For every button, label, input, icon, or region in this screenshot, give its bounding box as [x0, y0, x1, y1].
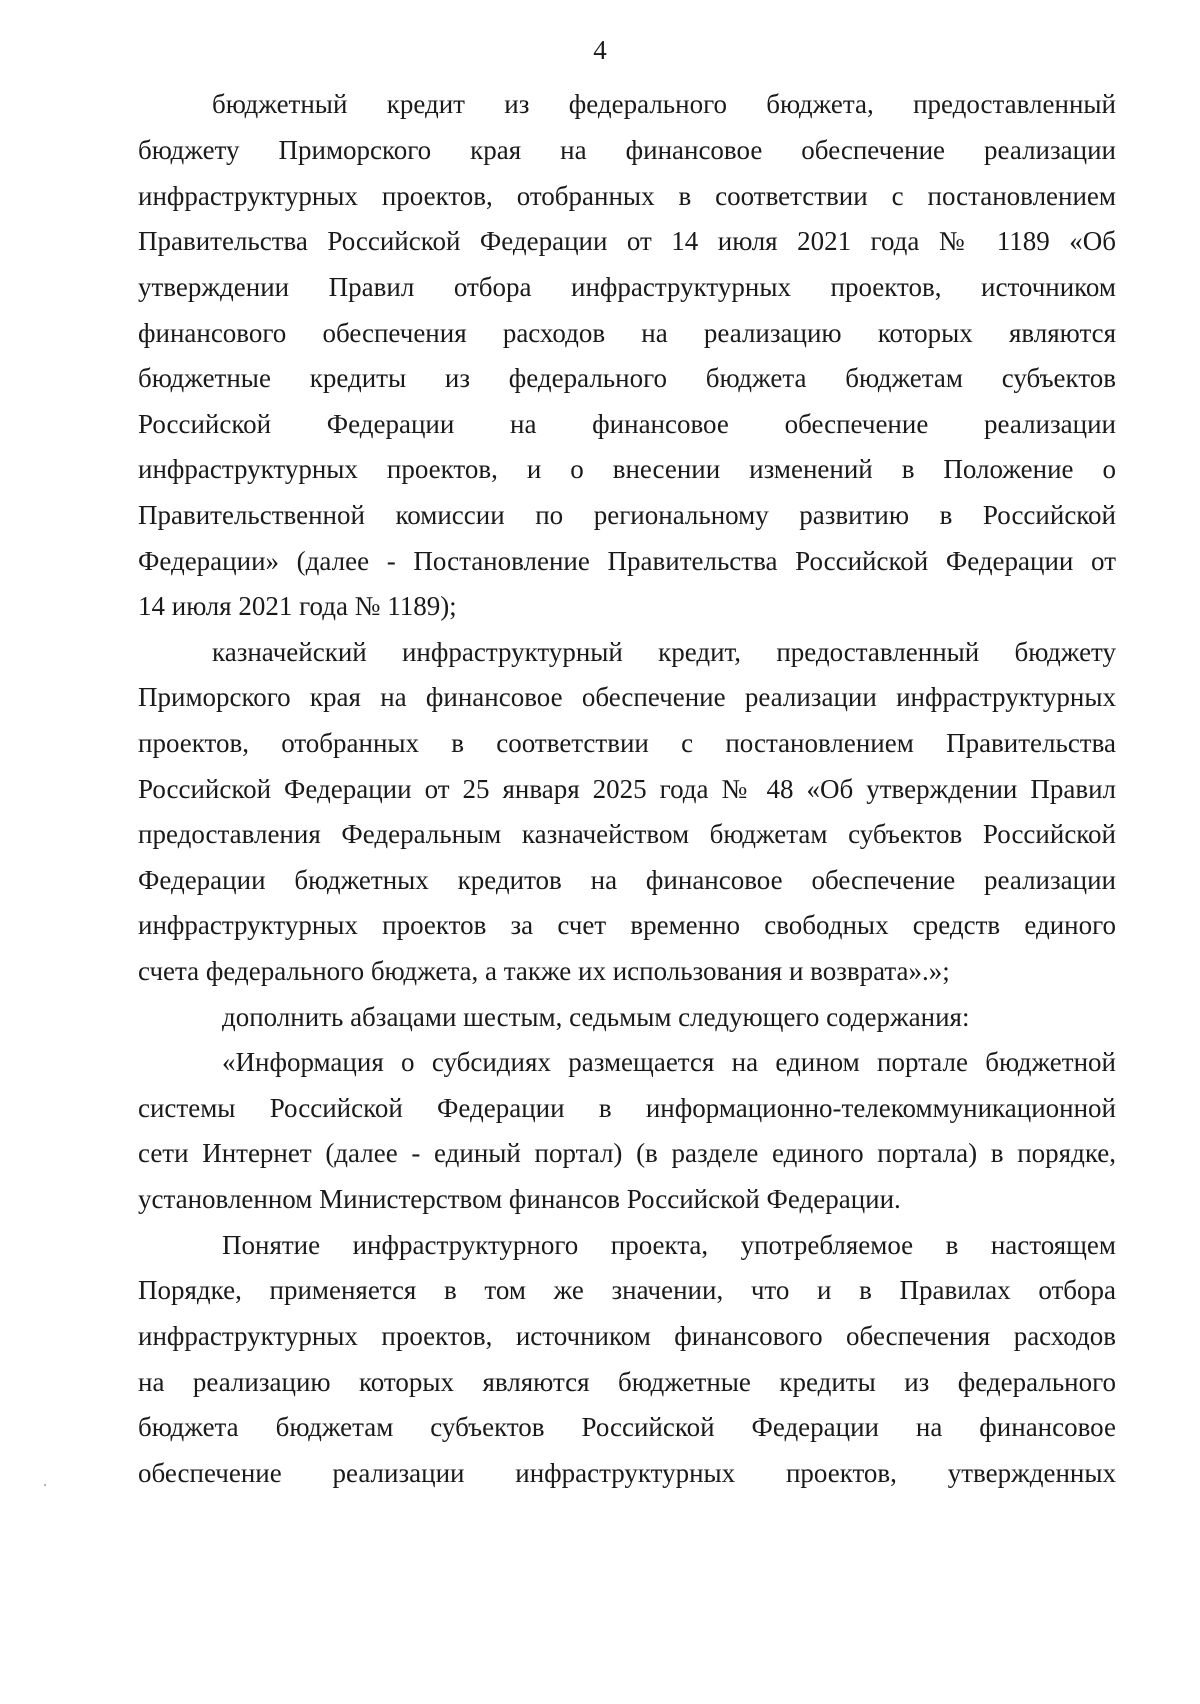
text-line: утверждении Правил отбора инфраструктурных проектов, источником: [138, 272, 1116, 302]
text-line: «Информация о субсидиях размещается на едином портале бюджетной: [222, 1047, 1116, 1077]
scan-artifact: [44, 1484, 46, 1486]
text-line: Порядке, применяется в том же значении, что и в Правилах отбора: [138, 1275, 1116, 1305]
text-line: счета федерального бюджета, а также их использования и возврата».»;: [138, 956, 950, 986]
text-line: на реализацию которых являются бюджетные кредиты из федерального: [138, 1367, 1116, 1397]
text-line: сети Интернет (далее - единый портал) (в разделе единого портала) в порядке,: [138, 1138, 1116, 1168]
text-line: инфраструктурных проектов за счет временно свободных средств единого: [138, 910, 1116, 940]
text-line: инфраструктурных проектов, источником финансового обеспечения расходов: [138, 1321, 1116, 1351]
text-line: 14 июля 2021 года № 1189);: [138, 591, 457, 621]
text-line: бюджетные кредиты из федерального бюджета бюджетам субъектов: [138, 363, 1116, 393]
text-line: инфраструктурных проектов, отобранных в соответствии с постановлением: [138, 181, 1116, 211]
text-line: бюджету Приморского края на финансовое обеспечение реализации: [138, 135, 1116, 165]
text-line: Приморского края на финансовое обеспечение реализации инфраструктурных: [138, 682, 1116, 712]
text-line: Понятие инфраструктурного проекта, употребляемое в настоящем: [222, 1230, 1116, 1260]
text-line: Федерации бюджетных кредитов на финансовое обеспечение реализации: [138, 865, 1116, 895]
text-line: установленном Министерством финансов Российской Федерации.: [138, 1184, 901, 1214]
text-line: Правительственной комиссии по региональному развитию в Российской: [138, 500, 1116, 530]
text-line: обеспечение реализации инфраструктурных проектов, утвержденных: [138, 1458, 1116, 1488]
text-line: казначейский инфраструктурный кредит, предоставленный бюджету: [212, 637, 1116, 667]
text-line: бюджета бюджетам субъектов Российской Федерации на финансовое: [138, 1412, 1116, 1442]
text-line: проектов, отобранных в соответствии с постановлением Правительства: [138, 728, 1116, 758]
page-number: 4: [593, 35, 607, 65]
text-line: системы Российской Федерации в информационно-телекоммуникационной: [138, 1093, 1116, 1123]
text-line: дополнить абзацами шестым, седьмым следующего содержания:: [222, 1002, 970, 1032]
text-line: предоставления Федеральным казначейством бюджетам субъектов Российской: [138, 819, 1116, 849]
text-line: бюджетный кредит из федерального бюджета, предоставленный: [212, 89, 1116, 119]
text-line: инфраструктурных проектов, и о внесении изменений в Положение о: [138, 454, 1116, 484]
text-line: Российской Федерации от 25 января 2025 года № 48 «Об утверждении Правил: [138, 774, 1116, 804]
text-line: Российской Федерации на финансовое обеспечение реализации: [138, 409, 1116, 439]
text-line: Правительства Российской Федерации от 14 июля 2021 года № 1189 «Об: [138, 226, 1116, 256]
text-line: финансового обеспечения расходов на реализацию которых являются: [138, 318, 1116, 348]
text-line: Федерации» (далее - Постановление Правительства Российской Федерации от: [138, 546, 1116, 576]
